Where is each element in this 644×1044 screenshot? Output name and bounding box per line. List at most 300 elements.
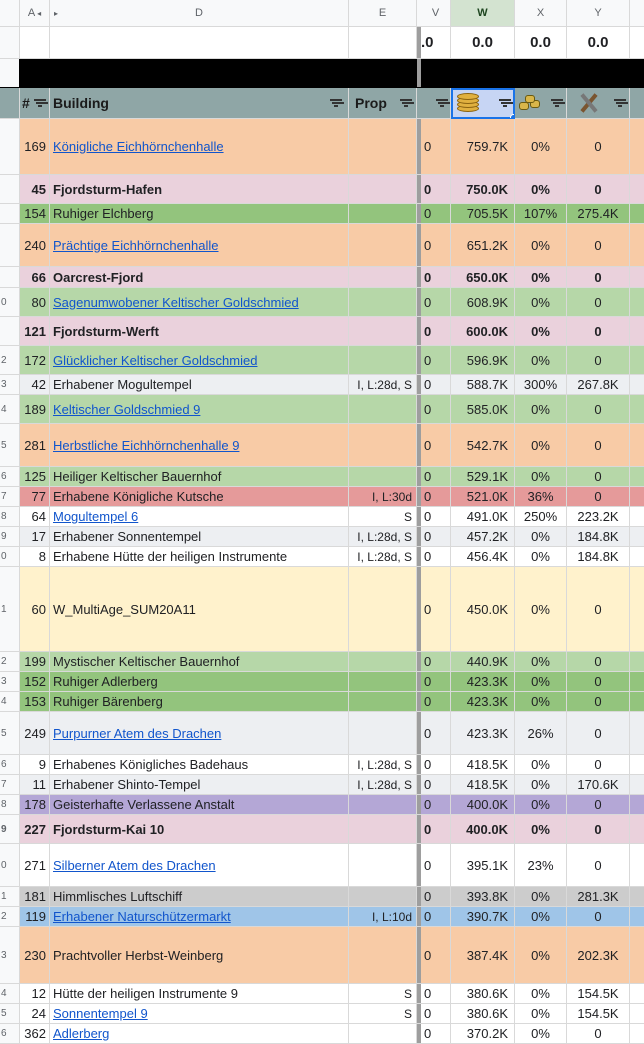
cell-z[interactable] [630, 844, 644, 887]
row-header[interactable] [0, 204, 20, 224]
cell-building[interactable] [50, 712, 349, 755]
cell-z[interactable] [630, 346, 644, 375]
cell-y[interactable]: 267.8K [567, 375, 630, 395]
cell-y[interactable]: 0 [567, 652, 630, 672]
cell-prop[interactable]: I, L:28d, S [349, 755, 417, 775]
cell-prop[interactable] [349, 267, 417, 288]
row-header[interactable]: 0 [0, 288, 20, 317]
column-header-w[interactable] [451, 0, 515, 27]
cell-y[interactable]: 154.5K [567, 1004, 630, 1024]
total-v[interactable]: .0 [421, 27, 451, 59]
header-w-coins[interactable] [451, 88, 515, 119]
arrow-left-icon[interactable]: ◂ [37, 8, 42, 18]
cell-z[interactable] [630, 1004, 644, 1024]
cell-z[interactable] [630, 672, 644, 692]
cell-w[interactable]: 651.2K [451, 224, 515, 267]
row-header[interactable] [0, 88, 20, 119]
cell-building[interactable] [50, 567, 349, 652]
column-header-x[interactable] [515, 0, 567, 27]
cell-building[interactable] [50, 887, 349, 907]
row-header[interactable]: 8 [0, 795, 20, 815]
cell-v[interactable]: 0 [421, 547, 451, 567]
header-prop[interactable] [349, 88, 417, 119]
cell-w[interactable]: 521.0K [451, 487, 515, 507]
cell[interactable] [515, 59, 567, 88]
header-x-goods[interactable] [515, 88, 567, 119]
cell-building[interactable] [50, 547, 349, 567]
cell-w[interactable]: 393.8K [451, 887, 515, 907]
cell-num[interactable]: 169 [20, 119, 50, 175]
cell-prop[interactable] [349, 119, 417, 175]
cell-x[interactable]: 0% [515, 288, 567, 317]
cell-building[interactable] [50, 1024, 349, 1044]
cell-prop[interactable] [349, 844, 417, 887]
cell-z[interactable] [630, 927, 644, 984]
building-link[interactable]: Sagenumwobener Keltischer Goldschmied [53, 294, 299, 310]
cell-z[interactable] [630, 712, 644, 755]
column-header-d[interactable] [50, 0, 349, 27]
cell-building[interactable] [50, 487, 349, 507]
cell-v[interactable]: 0 [421, 795, 451, 815]
cell-w[interactable]: 418.5K [451, 755, 515, 775]
cell-num[interactable]: 227 [20, 815, 50, 844]
cell-x[interactable]: 0% [515, 547, 567, 567]
header-y-tools[interactable] [567, 88, 630, 119]
row-header[interactable]: 4 [0, 984, 20, 1004]
cell-building[interactable] [50, 175, 349, 204]
cell-building[interactable] [50, 375, 349, 395]
cell-x[interactable]: 0% [515, 692, 567, 712]
cell-building[interactable] [50, 775, 349, 795]
row-header[interactable]: 7 [0, 487, 20, 507]
cell-building[interactable] [50, 844, 349, 887]
row-header[interactable]: 6 [0, 1024, 20, 1044]
cell-prop[interactable] [349, 692, 417, 712]
filter-icon[interactable] [330, 99, 342, 108]
cell-prop[interactable] [349, 712, 417, 755]
row-header[interactable]: 3 [0, 927, 20, 984]
row-header[interactable]: 4 [0, 692, 20, 712]
total-y[interactable]: 0.0 [567, 27, 630, 59]
cell[interactable] [20, 59, 50, 88]
row-header[interactable]: 5 [0, 712, 20, 755]
row-header[interactable]: 3 [0, 672, 20, 692]
row-header[interactable]: 0 [0, 844, 20, 887]
header-z[interactable] [630, 88, 644, 119]
cell-y[interactable]: 0 [567, 844, 630, 887]
cell-y[interactable]: 202.3K [567, 927, 630, 984]
cell-y[interactable]: 0 [567, 672, 630, 692]
cell-num[interactable]: 45 [20, 175, 50, 204]
cell-num[interactable]: 362 [20, 1024, 50, 1044]
cell-v[interactable]: 0 [421, 527, 451, 547]
cell-y[interactable]: 0 [567, 317, 630, 346]
cell-num[interactable]: 77 [20, 487, 50, 507]
header-v[interactable] [421, 88, 451, 119]
cell-y[interactable]: 0 [567, 712, 630, 755]
cell-building[interactable] [50, 1004, 349, 1024]
cell-v[interactable]: 0 [421, 815, 451, 844]
cell-v[interactable]: 0 [421, 224, 451, 267]
row-header[interactable]: 3 [0, 375, 20, 395]
cell-v[interactable]: 0 [421, 775, 451, 795]
cell-num[interactable]: 80 [20, 288, 50, 317]
row-header[interactable]: 9 [0, 815, 20, 844]
cell-w[interactable]: 423.3K [451, 712, 515, 755]
building-link[interactable]: Erhabener Naturschützermarkt [53, 909, 231, 924]
cell-num[interactable]: 240 [20, 224, 50, 267]
building-link[interactable]: Glücklicher Keltischer Goldschmied [53, 352, 258, 368]
cell-num[interactable]: 24 [20, 1004, 50, 1024]
cell-v[interactable]: 0 [421, 487, 451, 507]
row-header[interactable]: 2 [0, 346, 20, 375]
cell-prop[interactable] [349, 672, 417, 692]
cell-num[interactable]: 152 [20, 672, 50, 692]
cell-z[interactable] [630, 204, 644, 224]
cell-building[interactable] [50, 907, 349, 927]
cell-x[interactable]: 0% [515, 395, 567, 424]
cell-x[interactable]: 0% [515, 815, 567, 844]
cell-x[interactable]: 0% [515, 567, 567, 652]
cell-prop[interactable] [349, 927, 417, 984]
cell-prop[interactable] [349, 467, 417, 487]
cell-x[interactable]: 0% [515, 527, 567, 547]
cell-w[interactable]: 588.7K [451, 375, 515, 395]
cell-z[interactable] [630, 507, 644, 527]
filter-icon[interactable] [400, 99, 412, 108]
cell-num[interactable]: 189 [20, 395, 50, 424]
cell-prop[interactable] [349, 204, 417, 224]
row-header[interactable]: 6 [0, 755, 20, 775]
cell-w[interactable]: 542.7K [451, 424, 515, 467]
cell-w[interactable]: 400.0K [451, 815, 515, 844]
cell[interactable] [421, 59, 451, 88]
cell-y[interactable]: 0 [567, 755, 630, 775]
cell-v[interactable]: 0 [421, 375, 451, 395]
cell-v[interactable]: 0 [421, 204, 451, 224]
cell-x[interactable]: 0% [515, 1004, 567, 1024]
cell-v[interactable]: 0 [421, 507, 451, 527]
column-header-z[interactable] [630, 0, 644, 27]
cell-prop[interactable] [349, 567, 417, 652]
cell-num[interactable]: 230 [20, 927, 50, 984]
cell[interactable] [20, 27, 50, 59]
cell-building[interactable] [50, 467, 349, 487]
cell-w[interactable]: 380.6K [451, 1004, 515, 1024]
cell[interactable] [349, 27, 417, 59]
cell-x[interactable]: 0% [515, 317, 567, 346]
cell-prop[interactable]: I, L:30d [349, 487, 417, 507]
cell-w[interactable]: 423.3K [451, 672, 515, 692]
cell-x[interactable]: 0% [515, 775, 567, 795]
cell[interactable] [451, 59, 515, 88]
cell-prop[interactable] [349, 795, 417, 815]
row-header[interactable]: 8 [0, 507, 20, 527]
cell-x[interactable]: 26% [515, 712, 567, 755]
cell-num[interactable]: 153 [20, 692, 50, 712]
cell-w[interactable]: 440.9K [451, 652, 515, 672]
cell-prop[interactable] [349, 652, 417, 672]
cell-v[interactable]: 0 [421, 267, 451, 288]
cell-prop[interactable]: I, L:28d, S [349, 375, 417, 395]
cell-x[interactable]: 0% [515, 927, 567, 984]
cell-x[interactable]: 0% [515, 424, 567, 467]
cell-prop[interactable] [349, 815, 417, 844]
cell-z[interactable] [630, 317, 644, 346]
row-header[interactable] [0, 175, 20, 204]
cell-w[interactable]: 387.4K [451, 927, 515, 984]
cell-w[interactable]: 450.0K [451, 567, 515, 652]
cell-prop[interactable]: I, L:28d, S [349, 775, 417, 795]
cell-y[interactable]: 0 [567, 424, 630, 467]
cell-w[interactable]: 650.0K [451, 267, 515, 288]
cell-num[interactable]: 121 [20, 317, 50, 346]
cell-v[interactable]: 0 [421, 395, 451, 424]
filter-icon[interactable] [34, 99, 46, 108]
cell-prop[interactable]: S [349, 507, 417, 527]
row-header[interactable]: 5 [0, 424, 20, 467]
cell-y[interactable]: 0 [567, 467, 630, 487]
cell-x[interactable]: 250% [515, 507, 567, 527]
cell-z[interactable] [630, 775, 644, 795]
select-all-corner[interactable] [0, 0, 20, 27]
cell-building[interactable] [50, 815, 349, 844]
cell-v[interactable]: 0 [421, 1004, 451, 1024]
filter-icon[interactable] [436, 99, 448, 108]
cell-v[interactable]: 0 [421, 755, 451, 775]
cell-building[interactable] [50, 119, 349, 175]
cell-v[interactable]: 0 [421, 288, 451, 317]
cell[interactable] [630, 59, 644, 88]
cell-x[interactable]: 0% [515, 1024, 567, 1044]
cell-x[interactable]: 23% [515, 844, 567, 887]
cell-z[interactable] [630, 375, 644, 395]
cell-y[interactable]: 0 [567, 175, 630, 204]
cell-prop[interactable]: I, L:28d, S [349, 527, 417, 547]
cell-v[interactable]: 0 [421, 692, 451, 712]
row-header[interactable]: 6 [0, 467, 20, 487]
filter-icon[interactable] [499, 99, 511, 108]
cell-num[interactable]: 17 [20, 527, 50, 547]
cell-y[interactable]: 0 [567, 567, 630, 652]
cell-prop[interactable] [349, 224, 417, 267]
cell-building[interactable] [50, 224, 349, 267]
cell-prop[interactable] [349, 887, 417, 907]
cell-w[interactable]: 380.6K [451, 984, 515, 1004]
cell-v[interactable]: 0 [421, 984, 451, 1004]
cell-z[interactable] [630, 395, 644, 424]
cell-x[interactable]: 0% [515, 346, 567, 375]
cell-v[interactable]: 0 [421, 175, 451, 204]
cell-building[interactable] [50, 755, 349, 775]
building-link[interactable]: Adlerberg [53, 1026, 110, 1041]
cell-prop[interactable] [349, 424, 417, 467]
cell-x[interactable]: 0% [515, 907, 567, 927]
cell[interactable] [630, 27, 644, 59]
cell-z[interactable] [630, 527, 644, 547]
cell-w[interactable]: 596.9K [451, 346, 515, 375]
cell-y[interactable]: 0 [567, 119, 630, 175]
cell-v[interactable]: 0 [421, 844, 451, 887]
cell-v[interactable]: 0 [421, 887, 451, 907]
cell-z[interactable] [630, 984, 644, 1004]
cell-y[interactable]: 281.3K [567, 887, 630, 907]
cell-w[interactable]: 456.4K [451, 547, 515, 567]
cell-building[interactable] [50, 288, 349, 317]
header-building[interactable] [50, 88, 349, 119]
cell-num[interactable]: 199 [20, 652, 50, 672]
cell-x[interactable]: 0% [515, 267, 567, 288]
cell[interactable] [50, 27, 349, 59]
cell-num[interactable]: 9 [20, 755, 50, 775]
row-header[interactable]: 0 [0, 547, 20, 567]
cell-x[interactable]: 0% [515, 755, 567, 775]
cell-building[interactable] [50, 984, 349, 1004]
cell-z[interactable] [630, 1024, 644, 1044]
cell-x[interactable]: 300% [515, 375, 567, 395]
cell-y[interactable]: 0 [567, 1024, 630, 1044]
cell-w[interactable]: 418.5K [451, 775, 515, 795]
cell-building[interactable] [50, 267, 349, 288]
cell-w[interactable]: 600.0K [451, 317, 515, 346]
cell-x[interactable]: 0% [515, 652, 567, 672]
row-header[interactable] [0, 27, 20, 59]
cell-prop[interactable] [349, 346, 417, 375]
cell-y[interactable]: 0 [567, 907, 630, 927]
cell-num[interactable]: 11 [20, 775, 50, 795]
cell-prop[interactable] [349, 317, 417, 346]
cell-prop[interactable]: S [349, 1004, 417, 1024]
header-num[interactable] [20, 88, 50, 119]
cell-y[interactable]: 0 [567, 692, 630, 712]
cell-z[interactable] [630, 424, 644, 467]
cell-prop[interactable]: S [349, 984, 417, 1004]
cell-z[interactable] [630, 547, 644, 567]
cell-prop[interactable] [349, 1024, 417, 1044]
cell-v[interactable]: 0 [421, 652, 451, 672]
row-header[interactable]: 2 [0, 907, 20, 927]
cell-z[interactable] [630, 815, 644, 844]
cell-x[interactable]: 107% [515, 204, 567, 224]
arrow-right-icon[interactable]: ▸ [54, 8, 59, 18]
total-x[interactable]: 0.0 [515, 27, 567, 59]
building-link[interactable]: Königliche Eichhörnchenhalle [53, 139, 224, 154]
cell-building[interactable] [50, 507, 349, 527]
building-link[interactable]: Sonnentempel 9 [53, 1006, 148, 1021]
cell-y[interactable]: 170.6K [567, 775, 630, 795]
cell-z[interactable] [630, 467, 644, 487]
cell-prop[interactable]: I, L:28d, S [349, 547, 417, 567]
row-header[interactable]: 5 [0, 1004, 20, 1024]
cell-building[interactable] [50, 346, 349, 375]
row-header[interactable]: 1 [0, 887, 20, 907]
cell-y[interactable]: 0 [567, 288, 630, 317]
cell-w[interactable]: 529.1K [451, 467, 515, 487]
cell-prop[interactable]: I, L:10d [349, 907, 417, 927]
cell-v[interactable]: 0 [421, 672, 451, 692]
cell-w[interactable]: 759.7K [451, 119, 515, 175]
cell-num[interactable]: 8 [20, 547, 50, 567]
cell-v[interactable]: 0 [421, 424, 451, 467]
cell-building[interactable] [50, 652, 349, 672]
cell-z[interactable] [630, 887, 644, 907]
cell-y[interactable]: 184.8K [567, 527, 630, 547]
filter-icon[interactable] [614, 99, 626, 108]
cell-w[interactable]: 423.3K [451, 692, 515, 712]
cell-y[interactable]: 275.4K [567, 204, 630, 224]
building-link[interactable]: Herbstliche Eichhörnchenhalle 9 [53, 437, 240, 453]
cell-num[interactable]: 12 [20, 984, 50, 1004]
building-link[interactable]: Purpurner Atem des Drachen [53, 725, 222, 741]
cell-num[interactable]: 154 [20, 204, 50, 224]
cell-y[interactable]: 0 [567, 815, 630, 844]
building-link[interactable]: Prächtige Eichhörnchenhalle [53, 237, 219, 253]
cell-y[interactable]: 0 [567, 267, 630, 288]
row-header[interactable]: 1 [0, 567, 20, 652]
cell-y[interactable]: 0 [567, 395, 630, 424]
cell-v[interactable]: 0 [421, 907, 451, 927]
cell-num[interactable]: 172 [20, 346, 50, 375]
cell-prop[interactable] [349, 288, 417, 317]
cell-z[interactable] [630, 288, 644, 317]
cell-building[interactable] [50, 317, 349, 346]
cell-x[interactable]: 0% [515, 224, 567, 267]
cell-w[interactable]: 370.2K [451, 1024, 515, 1044]
cell-x[interactable]: 0% [515, 795, 567, 815]
cell-z[interactable] [630, 567, 644, 652]
cell-building[interactable] [50, 424, 349, 467]
cell-y[interactable]: 223.2K [567, 507, 630, 527]
cell-building[interactable] [50, 395, 349, 424]
cell[interactable] [50, 59, 349, 88]
cell-w[interactable]: 608.9K [451, 288, 515, 317]
building-link[interactable]: Mogultempel 6 [53, 509, 139, 524]
cell-v[interactable]: 0 [421, 1024, 451, 1044]
row-header[interactable] [0, 267, 20, 288]
cell-num[interactable]: 60 [20, 567, 50, 652]
cell-num[interactable]: 42 [20, 375, 50, 395]
cell-x[interactable]: 36% [515, 487, 567, 507]
cell-prop[interactable] [349, 175, 417, 204]
cell-y[interactable]: 184.8K [567, 547, 630, 567]
cell-prop[interactable] [349, 395, 417, 424]
cell-z[interactable] [630, 224, 644, 267]
cell-w[interactable]: 705.5K [451, 204, 515, 224]
column-header-y[interactable] [567, 0, 630, 27]
cell-building[interactable] [50, 692, 349, 712]
cell-w[interactable]: 390.7K [451, 907, 515, 927]
cell-w[interactable]: 457.2K [451, 527, 515, 547]
cell-z[interactable] [630, 795, 644, 815]
cell-building[interactable] [50, 927, 349, 984]
cell-z[interactable] [630, 755, 644, 775]
cell-w[interactable]: 400.0K [451, 795, 515, 815]
cell-x[interactable]: 0% [515, 984, 567, 1004]
row-header[interactable]: 2 [0, 652, 20, 672]
row-header[interactable] [0, 119, 20, 175]
cell-z[interactable] [630, 692, 644, 712]
cell-y[interactable]: 0 [567, 346, 630, 375]
cell-w[interactable]: 750.0K [451, 175, 515, 204]
cell-x[interactable]: 0% [515, 887, 567, 907]
cell-x[interactable]: 0% [515, 119, 567, 175]
cell-v[interactable]: 0 [421, 927, 451, 984]
row-header[interactable]: 9 [0, 527, 20, 547]
cell-num[interactable]: 66 [20, 267, 50, 288]
cell-y[interactable]: 154.5K [567, 984, 630, 1004]
building-link[interactable]: Keltischer Goldschmied 9 [53, 401, 201, 417]
cell-y[interactable]: 0 [567, 224, 630, 267]
